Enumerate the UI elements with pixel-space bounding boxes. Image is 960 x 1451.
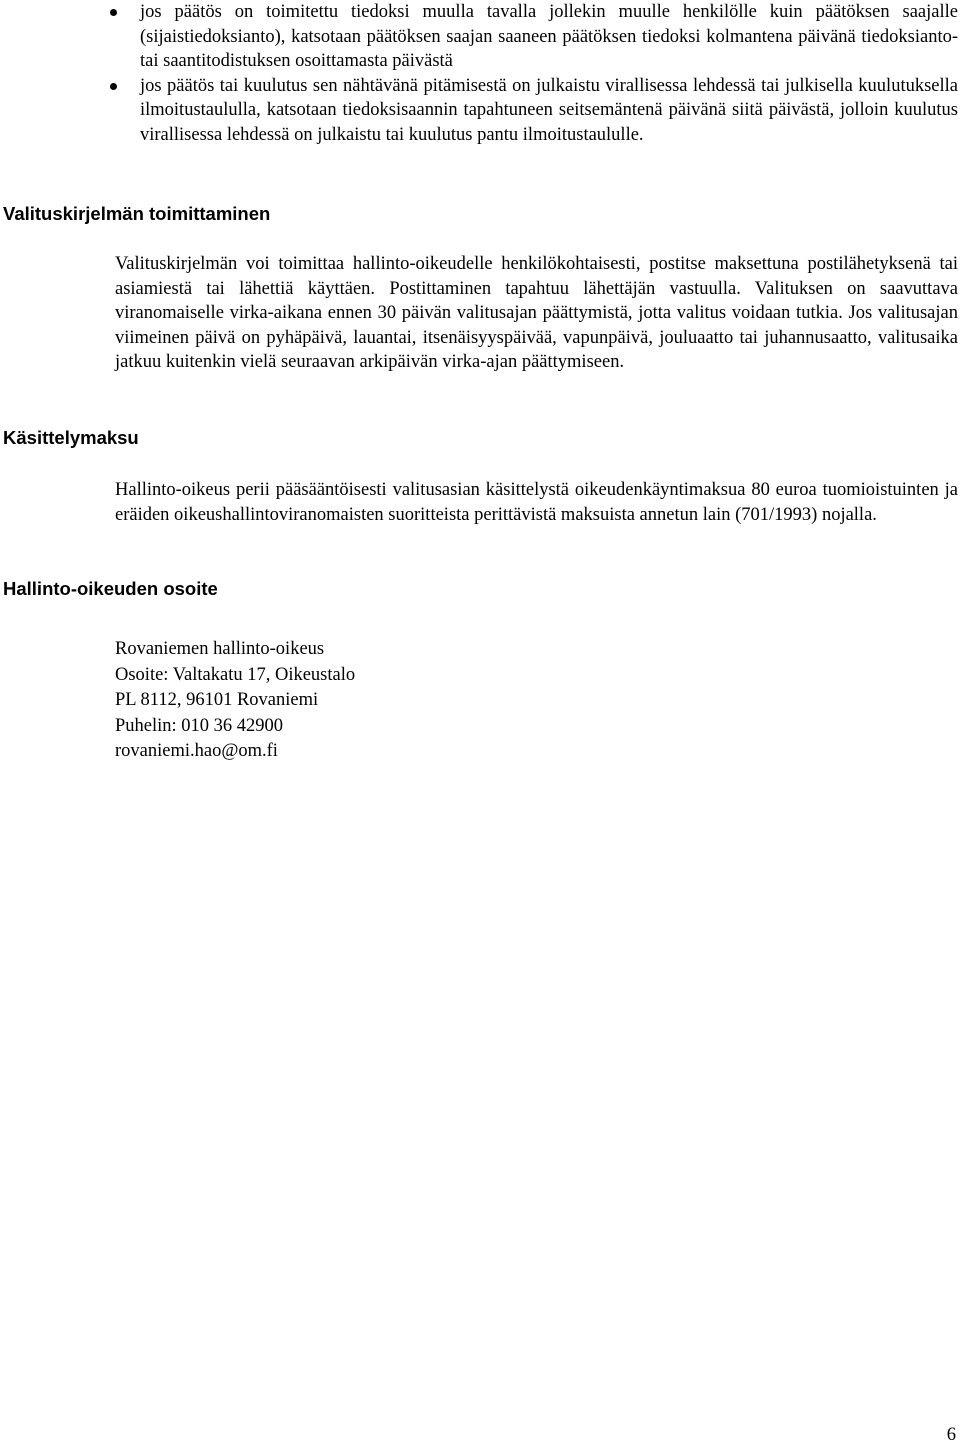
address-line-po-box: PL 8112, 96101 Rovaniemi [115,690,319,710]
paragraph-fee: Hallinto-oikeus perii pääsääntöisesti valitusasian käsittelystä oikeudenkäyntimaksua 80 euroa tuomioistuinten ja eräiden oikeushallintoviranomaisten suoritteista perittävistä maksuista annetun lain (701/1993) nojalla. [115,480,958,525]
bullet-text: jos päätös tai kuulutus sen nähtävänä pitämisestä on julkaistu virallisessa lehdessä tai julkisella kuulutuksella ilmoitustaululla, katsotaan tiedoksisaannin tapahtuneen seitsemäntenä päivänä siitä päivästä, jolloin kuulutus virallisessa lehdessä on julkaistu tai kuulutus pantu ilmoitustaululle. [140,75,958,145]
address-line-street: Osoite: Valtakatu 17, Oikeustalo [115,664,356,685]
bullet-dot-icon [110,9,117,16]
page-number: 6 [946,1425,956,1445]
address-line-court: Rovaniemen hallinto-oikeus [115,639,325,659]
address-line-phone: Puhelin: 010 36 42900 [115,715,284,736]
bullet-text: jos päätös on toimitettu tiedoksi muulla tavalla jollekin muulle henkilölle kuin päätöksen saajalle (sijaistiedoksianto), katsotaan päätöksen saajan saaneen päätöksen tiedoksi kolmantena päivänä tiedoksianto- tai saantitodistuksen osoittamasta päivästä [140,2,958,71]
paragraph-delivery: Valituskirjelmän voi toimittaa hallinto-oikeudelle henkilökohtaisesti, postitse maksettuna postilähetyksenä tai asiamiestä tai lähettiä käyttäen. Postittaminen tapahtuu lähettäjän vastuulla. Valituksen on saavuttava viranomaiselle virka-aikana ennen 30 päivän valitusajan päättymistä, jotta valitus voidaan tutkia. Jos valitusajan viimeinen päivä on pyhäpäivä, lauantai, itsenäisyyspäivää, vapunpäivä, jouluaatto tai juhannusaatto, valitusaika jatkuu kuitenkin vielä seuraavan arkipäivän virka-ajan päättymiseen. [115,254,958,372]
address-block [115,637,355,765]
bullet-list [110,0,958,147]
bullet-dot-icon [110,83,117,90]
bullet-item [110,0,958,74]
heading-delivery: Valituskirjelmän toimittaminen [3,203,271,224]
address-line-email: rovaniemi.hao@om.fi [115,741,278,761]
heading-fee: Käsittelymaksu [3,427,139,448]
bullet-item [110,74,958,148]
heading-address: Hallinto-oikeuden osoite [3,578,218,599]
